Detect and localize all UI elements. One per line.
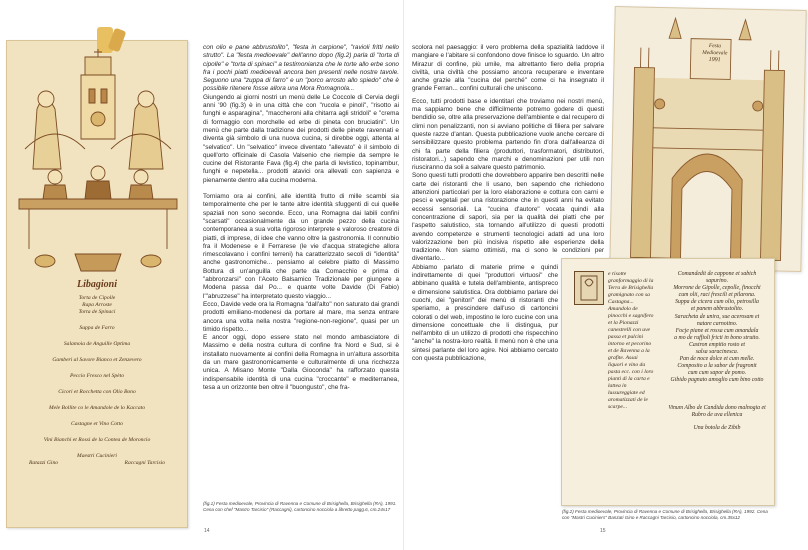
menu-group bbox=[7, 341, 187, 348]
menu-item: Suppa de Farro bbox=[79, 325, 115, 331]
menu-item: Torta de Cipolle bbox=[78, 295, 116, 301]
menu-item: Castagne et Vino Cotto bbox=[71, 421, 123, 427]
manuscript-line: cum cum sapor de pomo. bbox=[687, 370, 747, 377]
manuscript-right-column bbox=[662, 271, 772, 432]
menu-item: Gamberi al Savore Bianco et Zenzevero bbox=[52, 357, 142, 363]
figure-caption: (fig.1) Festa medioevale, Provincia di Ravenna e Comune di Brisighella, Brisighella (RA), 1991. Cena con chef "Mastro Tarcisio" (Raccagni), cartoncino nocciola a libretto pagg.6, cm.24x17 bbox=[203, 501, 397, 512]
manuscript-line: a mo de ruffioli fricti in bono strutto. bbox=[674, 334, 760, 341]
manuscript-menu-illustration bbox=[561, 258, 775, 506]
medieval-scene-icon bbox=[15, 49, 181, 275]
paragraph: Sono questi tutti prodotti che dovrebbero apparire ben descritti nelle carte dei ristoranti che li usano, ben sapendo che richiedono attenzioni particolari per la loro elaborazione e cottura con carni e pesci e vegetali per una ristorazione che in questi anni ha evitato eccessi sensoriali. La "cucina d'autore" vocata quindi alla concentrazione di sapori, sia per la qualità dei piatti che per l'aspetto salutistico, sta tornando all'utilizzo di questi prodotti avendo competenze e strumenti tecnologici adatti ad una loro valorizzazione ben più incisiva rispetto alle esperienze della tradizione. Non siamo ottimisti, ma ci sono le condizioni per diventarlo... bbox=[412, 172, 604, 263]
manuscript-line: cum olii, raci frescili et pilarona. bbox=[678, 292, 756, 299]
manuscript-line: Pan de noce dolce et cum melle. bbox=[679, 356, 755, 363]
menu-group bbox=[7, 325, 187, 332]
chef-name: Raccagni Tarcisio bbox=[124, 460, 165, 466]
manuscript-line: et panem abbrustolito. bbox=[690, 306, 744, 313]
paragraph: Torniamo ora ai confini, alle identità frutto di mille scambi sia temporalmente che per le tante altre identità sfuggenti di cui quelle spaziali non sono seconde. Ecco, una Romagna dai labili confini "scarsati" occasionalmente da un grande pezzo della cucina contemporanea a sua volta rigoroso interprete e valoroso creatore di piatti, di imprese, di idee che vanno oltre la gastronomia. Il connubio fra il Modenese e il Ferrarese (le vie d'acqua strategiche allora rimescolavano i confini terreni) ha caratterizzato secoli di "identità" anche gastronomiche... pensiamo al celebre piatto di Massimo Bottura di un'anguilla che parte da Comacchio e prima di "abbronzarsi" con l'Aceto Balsamico Tradizionale per giungere a Modena passa dal Po... e quante volte Davide (Di Fabio) l'"abruzzese" ha interpretato questo viaggio... bbox=[203, 193, 399, 300]
manuscript-line: Saracheta de unira, sue acerosam et bbox=[674, 313, 760, 320]
menu-item: Peccio Fresco nel Spèto bbox=[70, 373, 124, 379]
manuscript-text: e risotte granformaggio di la Terra de Brisighella gramignato con sa Castagna... Amandolo de pinocchi e sagnifero et la Pionazzi canestrelli con uve passa et pulcini intorno et pecorino et de Ravenna a la grafite. Assai liquori e vino da pasta ecc. con i loro pianti di la carta e lattea in lussureggiate ed aromatizzati de le scarpe... bbox=[608, 271, 654, 410]
menu-item: Mele Bollite co le Amandole de lo Kaccato bbox=[48, 405, 146, 411]
paragraph: Abbiamo parlato di materie prime e quindi indirettamente di quei "produttori virtuosi" che abbinano qualità e tutela dell'ambiente, antispreco e dimensione salutistica. Ora dobbiamo parlare dei cuochi, dei "genitori" dei menù di ristoranti che speriamo, a prescindere dall'uso di cartoncini colorati o del web, impostino le loro cucine con una dimensione concettuale che li distingua, pur nell'ambito di un utilizzo di prodotti che rispecchino "anche" la nostra-loro realtà. Il menù non è che una sintesi parlante del loro agire. Noi abbiamo cercato con questa pubblicazione, bbox=[412, 263, 558, 362]
poster-line: 1991 bbox=[708, 56, 721, 64]
paragraph: scolora nel paesaggio: il vero problema della spazialità laddove il mangiare e l'abitare si confondono dove finisce lo sguardo. Un altro Mirazur di confine, più umile, ma altrettanto fiero della propria civiltà, una civiltà che possiamo ancora recuperare e inventare anche grazie alla "cucina del perché" come ci ha insegnato il grande Ferran... confini culturali che uniscono. bbox=[412, 44, 604, 93]
manuscript-line: natare carnotino. bbox=[696, 320, 738, 327]
paragraph: E ancor oggi, dopo essere stato nel mondo ambasciatore di Massimo e della nostra cultura di confine fra Nord e Sud, si è installato nuovamente ai confini della Romagna in un'altura assorbita da un mare gastronomicamente e culturalmente di una ricchezza unica. A Misano Monte "Dalla Gioconda" ha rafforzato questa indispensabile identità di una cucina "croccante" e mediterranea, tesa a un orizzonte ben oltre il "buongusto", che fra- bbox=[203, 334, 399, 391]
menu-card-title: Libagioni bbox=[76, 279, 117, 290]
paragraph: Giungendo ai giorni nostri un menù delle Le Coccole di Cervia degli anni '90 (fig.3) è in una città che con "rucola e pinoli", "risotto ai funghi e asparagina", "maccheroni alla chitarra agli stridoli" e "crema di formaggio con morchelle ed erbe di pineta con bruciatini". Un menù che parte dalla tradizione dei prodotti delle pinete ravennati e diventa già simbolo di una nuova cucina, si direbbe oggi, attenta al "selvatico". Un "selvatico" invece diventato "allevato" è il simbolo di quell'orto officinale di Casola Valsenio che riempie da sempre le cucine del Ristorante Fava (fig.4) che parla di levistico, topinambur, funghi e nepetella... prodotti atavici ora allevati con sapienza e pienamente dentro alla cucina moderna. bbox=[203, 93, 399, 184]
manuscript-line: salsa saracinesca. bbox=[695, 349, 739, 356]
right-page bbox=[404, 0, 808, 550]
poster-title bbox=[695, 43, 735, 65]
manuscript-line: Vinum Albo de Candida dono malnogia et bbox=[668, 404, 766, 411]
manuscript-line: Composito a la sabor de fragronit bbox=[677, 363, 757, 370]
menu-footer-title: Maestri Cucinieri bbox=[77, 453, 117, 459]
manuscript-line: Una botola de Zibib bbox=[693, 424, 741, 431]
menu-group bbox=[7, 437, 187, 444]
drop-cap-icon bbox=[574, 271, 604, 305]
manuscript-line: Castron empitio rosto et bbox=[688, 341, 746, 348]
manuscript-line: sapurino. bbox=[705, 278, 729, 285]
manuscript-spacer bbox=[662, 385, 772, 405]
festival-poster-illustration bbox=[609, 6, 806, 272]
manuscript-line: Focje piane et rossa cum amandala bbox=[675, 327, 759, 334]
menu-card-illustration bbox=[6, 40, 188, 528]
menu-item: Vini Bianchi et Rossi de la Contea de Moroncio bbox=[43, 437, 151, 443]
menu-item: Rapa Arroste bbox=[82, 302, 112, 308]
page-number: 15 bbox=[600, 528, 606, 534]
paragraph: con olio e pane abbrustolito", "festa in carpione", "ravioli fritti nello strutto". La "festa medioevale" dell'anno dopo (fig.2) parla di "torta di cipolle" e "torta di spinaci" a testimonianza che le torte allo erbe sono fra i pochi piatti medioevali ancora ben presenti nelle nostre tavole. Seguono una "zuppa di farro" e un "porco arrosto allo spiedo" che è possibile ritenere fosse allora una Mora Romagnola... bbox=[203, 44, 399, 93]
poster-line: Medioevale bbox=[702, 49, 728, 57]
menu-group bbox=[7, 357, 187, 364]
menu-footer-names bbox=[7, 460, 187, 467]
menu-item: Torta de Spinaci bbox=[78, 309, 116, 315]
manuscript-left-column bbox=[608, 271, 654, 411]
menu-item: Cicori et Rocchetta con Olio Bono bbox=[58, 389, 136, 395]
menu-card-list bbox=[7, 295, 187, 467]
manuscript-line: Comandedit de cappone et sabich bbox=[677, 271, 757, 277]
body-column bbox=[203, 44, 399, 392]
chef-name: Ratazzi Gino bbox=[29, 460, 59, 466]
figure-caption: (fig.2) Festa medioevale, Provincia di Ravenna e Comune di Brisighella, Brisighella (RA), 1992. Cena con "Mastri Cuciniers" Banzati Gino e Raccagni Tarcisio, cartoncino nocciola, cm.35x12 bbox=[562, 509, 768, 520]
manuscript-line: Morrone de Gipolle, cepolle, finocchi bbox=[673, 285, 761, 292]
manuscript-line: Suppa de cicera cum olio, petrosilla bbox=[675, 299, 759, 306]
manuscript-line: Gibido pagnato amoglio cum bino cotto bbox=[670, 377, 764, 384]
paragraph: Ecco, tutti prodotti base e identitari che troviamo nei nostri menù, ma sappiamo bene che difficilmente potremo godere di questi bendidio se, oltre alla preservazione dell'ambiente e dal recupero di climi non penalizzanti, non si avviano politiche di filiera per salvare queste razze d'antan. Questa pubblicazione vuole anche cercare di sensibilizzare questo problema partendo fin d'ora dall'alleanza di chi fa parte della filiera (produttori, trasformatori, distributori, ristoratori...) sapendo che marchi e denominazioni per utili non riusciranno da soli a salvare questo patrimonio. bbox=[412, 97, 604, 172]
menu-item: Salamoia de Anguille Optima bbox=[63, 341, 131, 347]
menu-group bbox=[7, 373, 187, 380]
manuscript-line: Rubro de uva ellenica bbox=[691, 411, 743, 418]
poster-line: Festa bbox=[708, 43, 721, 50]
menu-group bbox=[7, 421, 187, 428]
page-number: 14 bbox=[204, 528, 210, 534]
menu-group bbox=[7, 405, 187, 412]
menu-group bbox=[7, 295, 187, 316]
menu-group bbox=[7, 389, 187, 396]
paragraph: Ecco, Davide vede ora la Romagna "dall'alto" non saturato dai grandi prodotti emiliano-modenesi da portare al mare, ma senza entrare ancora una volta nella nostra "regione-non-regione", quasi per un timido rispetto... bbox=[203, 300, 399, 333]
